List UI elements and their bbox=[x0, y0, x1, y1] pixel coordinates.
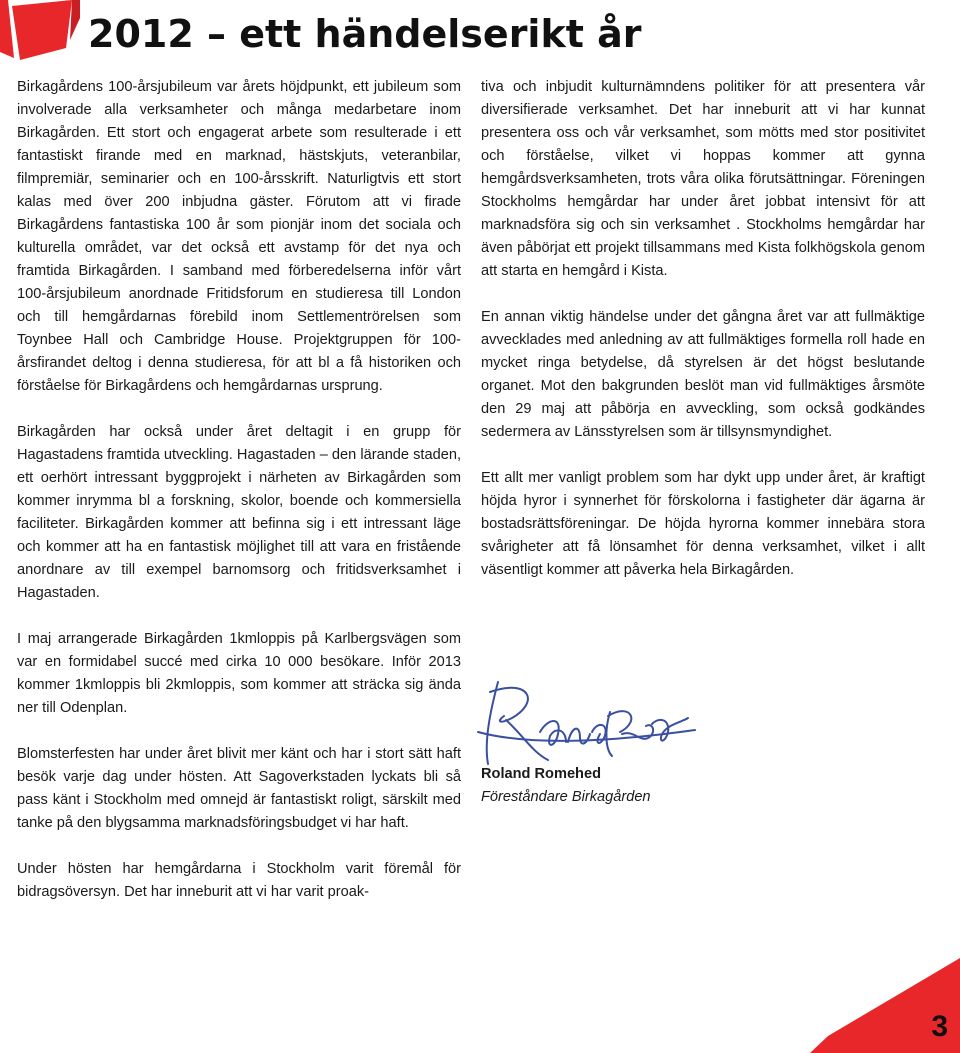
paragraph-fullmaktige: En annan viktig händelse under det gångna året var att fullmäktige avvecklades med anledning av att fullmäktiges formella roll hade en mycket ringa betydelse, då styrelsen är det högst beslutande organet. Mot den bakgrunden beslöt man vid fullmäktiges årsmöte den 29 maj att påbörja en avveckling, som också godkändes sedermera av Länsstyrelsen som är tillsynsmyndighet. bbox=[481, 309, 925, 440]
paragraph-kulturnamnden: tiva och inbjudit kulturnämndens politiker för att presentera vår diversifierade verksamhet. Det har inneburit att vi har kunnat presentera oss och vår verksamhet, som mötts med stor positivitet och förståelse, vilket vi hoppas kommer att gynna hemgårdsverksamheten, trots våra olika förutsättningar. Föreningen Stockholms hemgårdar har under året jobbat intensivt för att marknadsföra sig och sin verksamhet . Stockholms hemgårdar har även påbörjat ett projekt tillsammans med Kista folkhögskola genom att starta en hemgård i Kista. bbox=[481, 79, 925, 279]
paragraph-jubileum: Birkagårdens 100-årsjubileum var årets höjdpunkt, ett jubileum som involverade alla verksamheter och många medarbetare inom Birkagården. Ett stort och engagerat arbete som resulterade i ett fantastiskt firande med en marknad, hästskjuts, veteranbilar, filmpremiär, seminarier och en 100-årsskrift. Naturligtvis ett stort kalas med över 200 inbjudna gäster. Förutom att vi firade Birkagårdens fantastiska 100 år som pionjär inom det sociala och kulturella området, var det också ett avstamp för det nya och framtida Birkagården. I samband med förberedelserna inför vårt 100-årsjubileum anordnade Fritidsforum en studieresa till London och till hemgårdarnas förebild inom Settlementrörelsen som Toynbee Hall och Cambridge House. Projektgruppen för 100-årsfirandet deltog i denna studieresa, för att bl a få historiken och förståelse för Birkagårdens och hemgårdarnas ursprung. bbox=[17, 79, 461, 394]
page-number: 3 bbox=[931, 1010, 948, 1043]
corner-logo bbox=[0, 0, 80, 64]
signature-title: Föreståndare Birkagården bbox=[481, 789, 651, 805]
page-title: 2012 – ett händelserikt år bbox=[88, 12, 642, 56]
paragraph-blomsterfesten: Blomsterfesten har under året blivit mer känt och har i stort sätt haft besök varje dag under hösten. Att Sagoverkstaden lyckats bli så pass känt i Stockholm med omnejd är fantastiskt roligt, särskilt med tanke på den blygsamma marknadsföringsbudget vi har haft. bbox=[17, 746, 461, 831]
paragraph-kmloppis: I maj arrangerade Birkagården 1kmloppis på Karlbergsvägen som var en formidabel succé med cirka 10 000 besökare. Inför 2013 kommer 1kmloppis bli 2kmloppis, som kommer att sträcka sig ända ner till Odenplan. bbox=[17, 631, 461, 716]
left-column bbox=[17, 76, 461, 904]
paragraph-hagastaden: Birkagården har också under året deltagit i en grupp för Hagastadens framtida utveckling. Hagastaden – den lärande staden, ett oerhört intressant byggprojekt i närheten av Birkagården som kommer inrymma bl a forskning, skolor, boende och kommersiella faciliteter. Birkagården kommer att befinna sig i ett intressant läge och kommer att ha en fantastisk möjlighet till att vara en fristående anordnare av till exempel barnomsorg och fritidsverksamhet i Hagastaden. bbox=[17, 424, 461, 601]
signature-image bbox=[470, 672, 700, 772]
right-column bbox=[481, 76, 925, 582]
paragraph-bidragsoversyn: Under hösten har hemgårdarna i Stockholm varit föremål för bidragsöversyn. Det har inneburit att vi har varit proak- bbox=[17, 861, 461, 900]
paragraph-hyror: Ett allt mer vanligt problem som har dykt upp under året, är kraftigt höjda hyror i synnerhet för förskolorna i fastigheter där ägarna är bostadsrättsföreningar. De höjda hyrorna kommer innebära stora svårigheter att få lönsamhet för denna verksamhet, vilket i allt väsentligt kommer att påverka hela Birkagården. bbox=[481, 470, 925, 578]
signature-name: Roland Romehed bbox=[481, 766, 601, 782]
